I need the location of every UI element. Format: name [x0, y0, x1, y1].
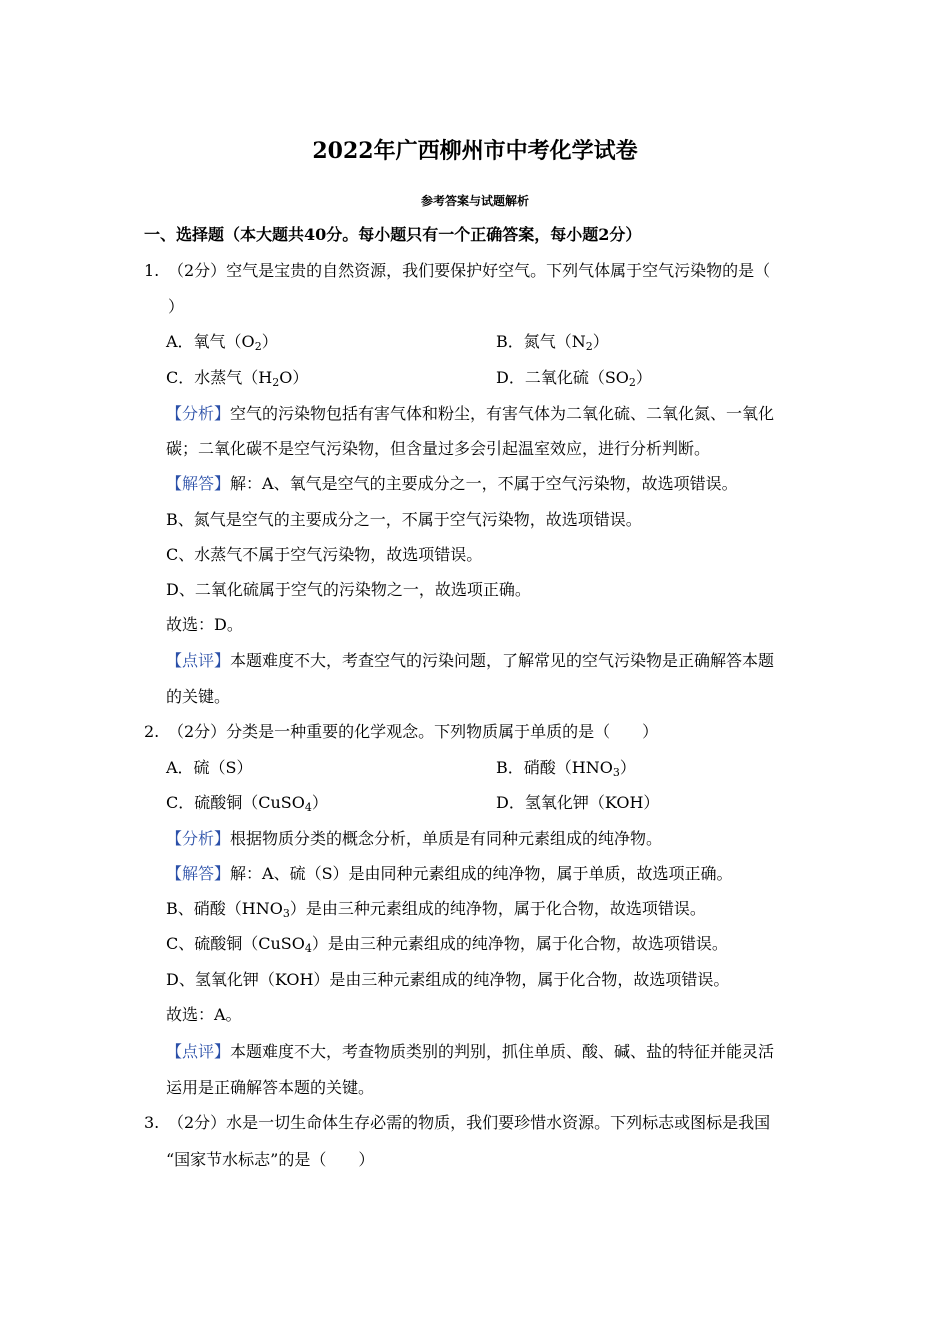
q1-answer-line: C、水蒸气不属于空气污染物，故选项错误。 [166, 545, 483, 564]
q2-answer: 【解答】解：A、硫（S）是由同种元素组成的纯净物，属于单质，故选项正确。 [166, 864, 733, 883]
q2-comment: 【点评】本题难度不大，考查物质类别的判别，抓住单质、酸、碱、盐的特征并能灵活 [166, 1042, 775, 1061]
question-3-stem-cont: “国家节水标志”的是（ ） [166, 1150, 375, 1169]
question-1-stem: 1. （2分）空气是宝贵的自然资源，我们要保护好空气。下列气体属于空气污染物的是（ [144, 261, 771, 280]
page-title: 2022年广西柳州市中考化学试卷 [312, 138, 638, 164]
question-number: 1. [144, 261, 160, 280]
analysis-tag: 【分析】 [166, 829, 231, 848]
q2-option-c: C．硫酸铜（CuSO$_4$） [166, 793, 328, 814]
page-subtitle: 参考答案与试题解析 [420, 194, 529, 208]
q1-comment: 【点评】本题难度不大，考查空气的污染问题，了解常见的空气污染物是正确解答本题 [166, 651, 775, 670]
q1-answer-line: D、二氧化硫属于空气的污染物之一，故选项正确。 [166, 580, 531, 599]
q1-analysis: 【分析】空气的污染物包括有害气体和粉尘，有害气体为二氧化硫、二氧化氮、一氧化 [166, 404, 775, 423]
q1-comment-cont: 的关键。 [166, 687, 231, 706]
question-2-stem: 2. （2分）分类是一种重要的化学观念。下列物质属于单质的是（ ） [144, 722, 659, 741]
q2-analysis: 【分析】根据物质分类的概念分析，单质是有同种元素组成的纯净物。 [166, 829, 663, 848]
q1-option-c: C．水蒸气$(H_2O)$ [166, 368, 309, 389]
question-number: 3. [144, 1113, 160, 1132]
q2-comment-cont: 运用是正确解答本题的关键。 [166, 1078, 375, 1097]
q1-option-d: D．二氧化硫$(SO_2)$ [496, 368, 652, 389]
q1-option-b: B．氮气$(N_2)$ [496, 332, 609, 353]
q2-answer-line: B、硝酸$(HNO_3)$是由三种元素组成的纯净物，属于化合物，故选项错误。 [166, 899, 706, 920]
comment-tag: 【点评】 [166, 651, 231, 670]
q1-analysis-cont: 碳；二氧化碳不是空气污染物，但含量过多会引起温室效应，进行分析判断。 [166, 439, 711, 458]
question-number: 2. [144, 722, 160, 741]
q2-choice: 故选：A。 [166, 1005, 242, 1024]
comment-tag: 【点评】 [166, 1042, 231, 1061]
q1-answer-line: B、氮气是空气的主要成分之一，不属于空气污染物，故选项错误。 [166, 510, 642, 529]
q1-option-a: A．氧气$(O_2)$ [166, 332, 278, 353]
q1-answer: 【解答】解：A、氧气是空气的主要成分之一，不属于空气污染物，故选项错误。 [166, 474, 738, 493]
q2-option-b: B．硝酸$(HNO_3)$ [496, 758, 636, 779]
question-1-stem-cont: ） [168, 297, 185, 316]
q2-answer-line: D、氢氧化钾（KOH）是由三种元素组成的纯净物，属于化合物，故选项错误。 [166, 970, 730, 989]
q2-option-d: D．氢氧化钾（KOH） [496, 793, 660, 812]
question-3-stem: 3. （2分）水是一切生命体生存必需的物质，我们要珍惜水资源。下列标志或图标是我国 [144, 1113, 771, 1132]
answer-tag: 【解答】 [166, 474, 231, 493]
q2-option-a: A．硫（S） [166, 758, 253, 777]
q1-choice: 故选：D。 [166, 615, 243, 634]
answer-tag: 【解答】 [166, 864, 231, 883]
analysis-tag: 【分析】 [166, 404, 231, 423]
section-heading: 一、选择题（本大题共40分。每小题只有一个正确答案，每小题2分） [144, 225, 642, 244]
q2-answer-line: C、硫酸铜（CuSO$_4$）是由三种元素组成的纯净物，属于化合物，故选项错误。 [166, 934, 728, 955]
